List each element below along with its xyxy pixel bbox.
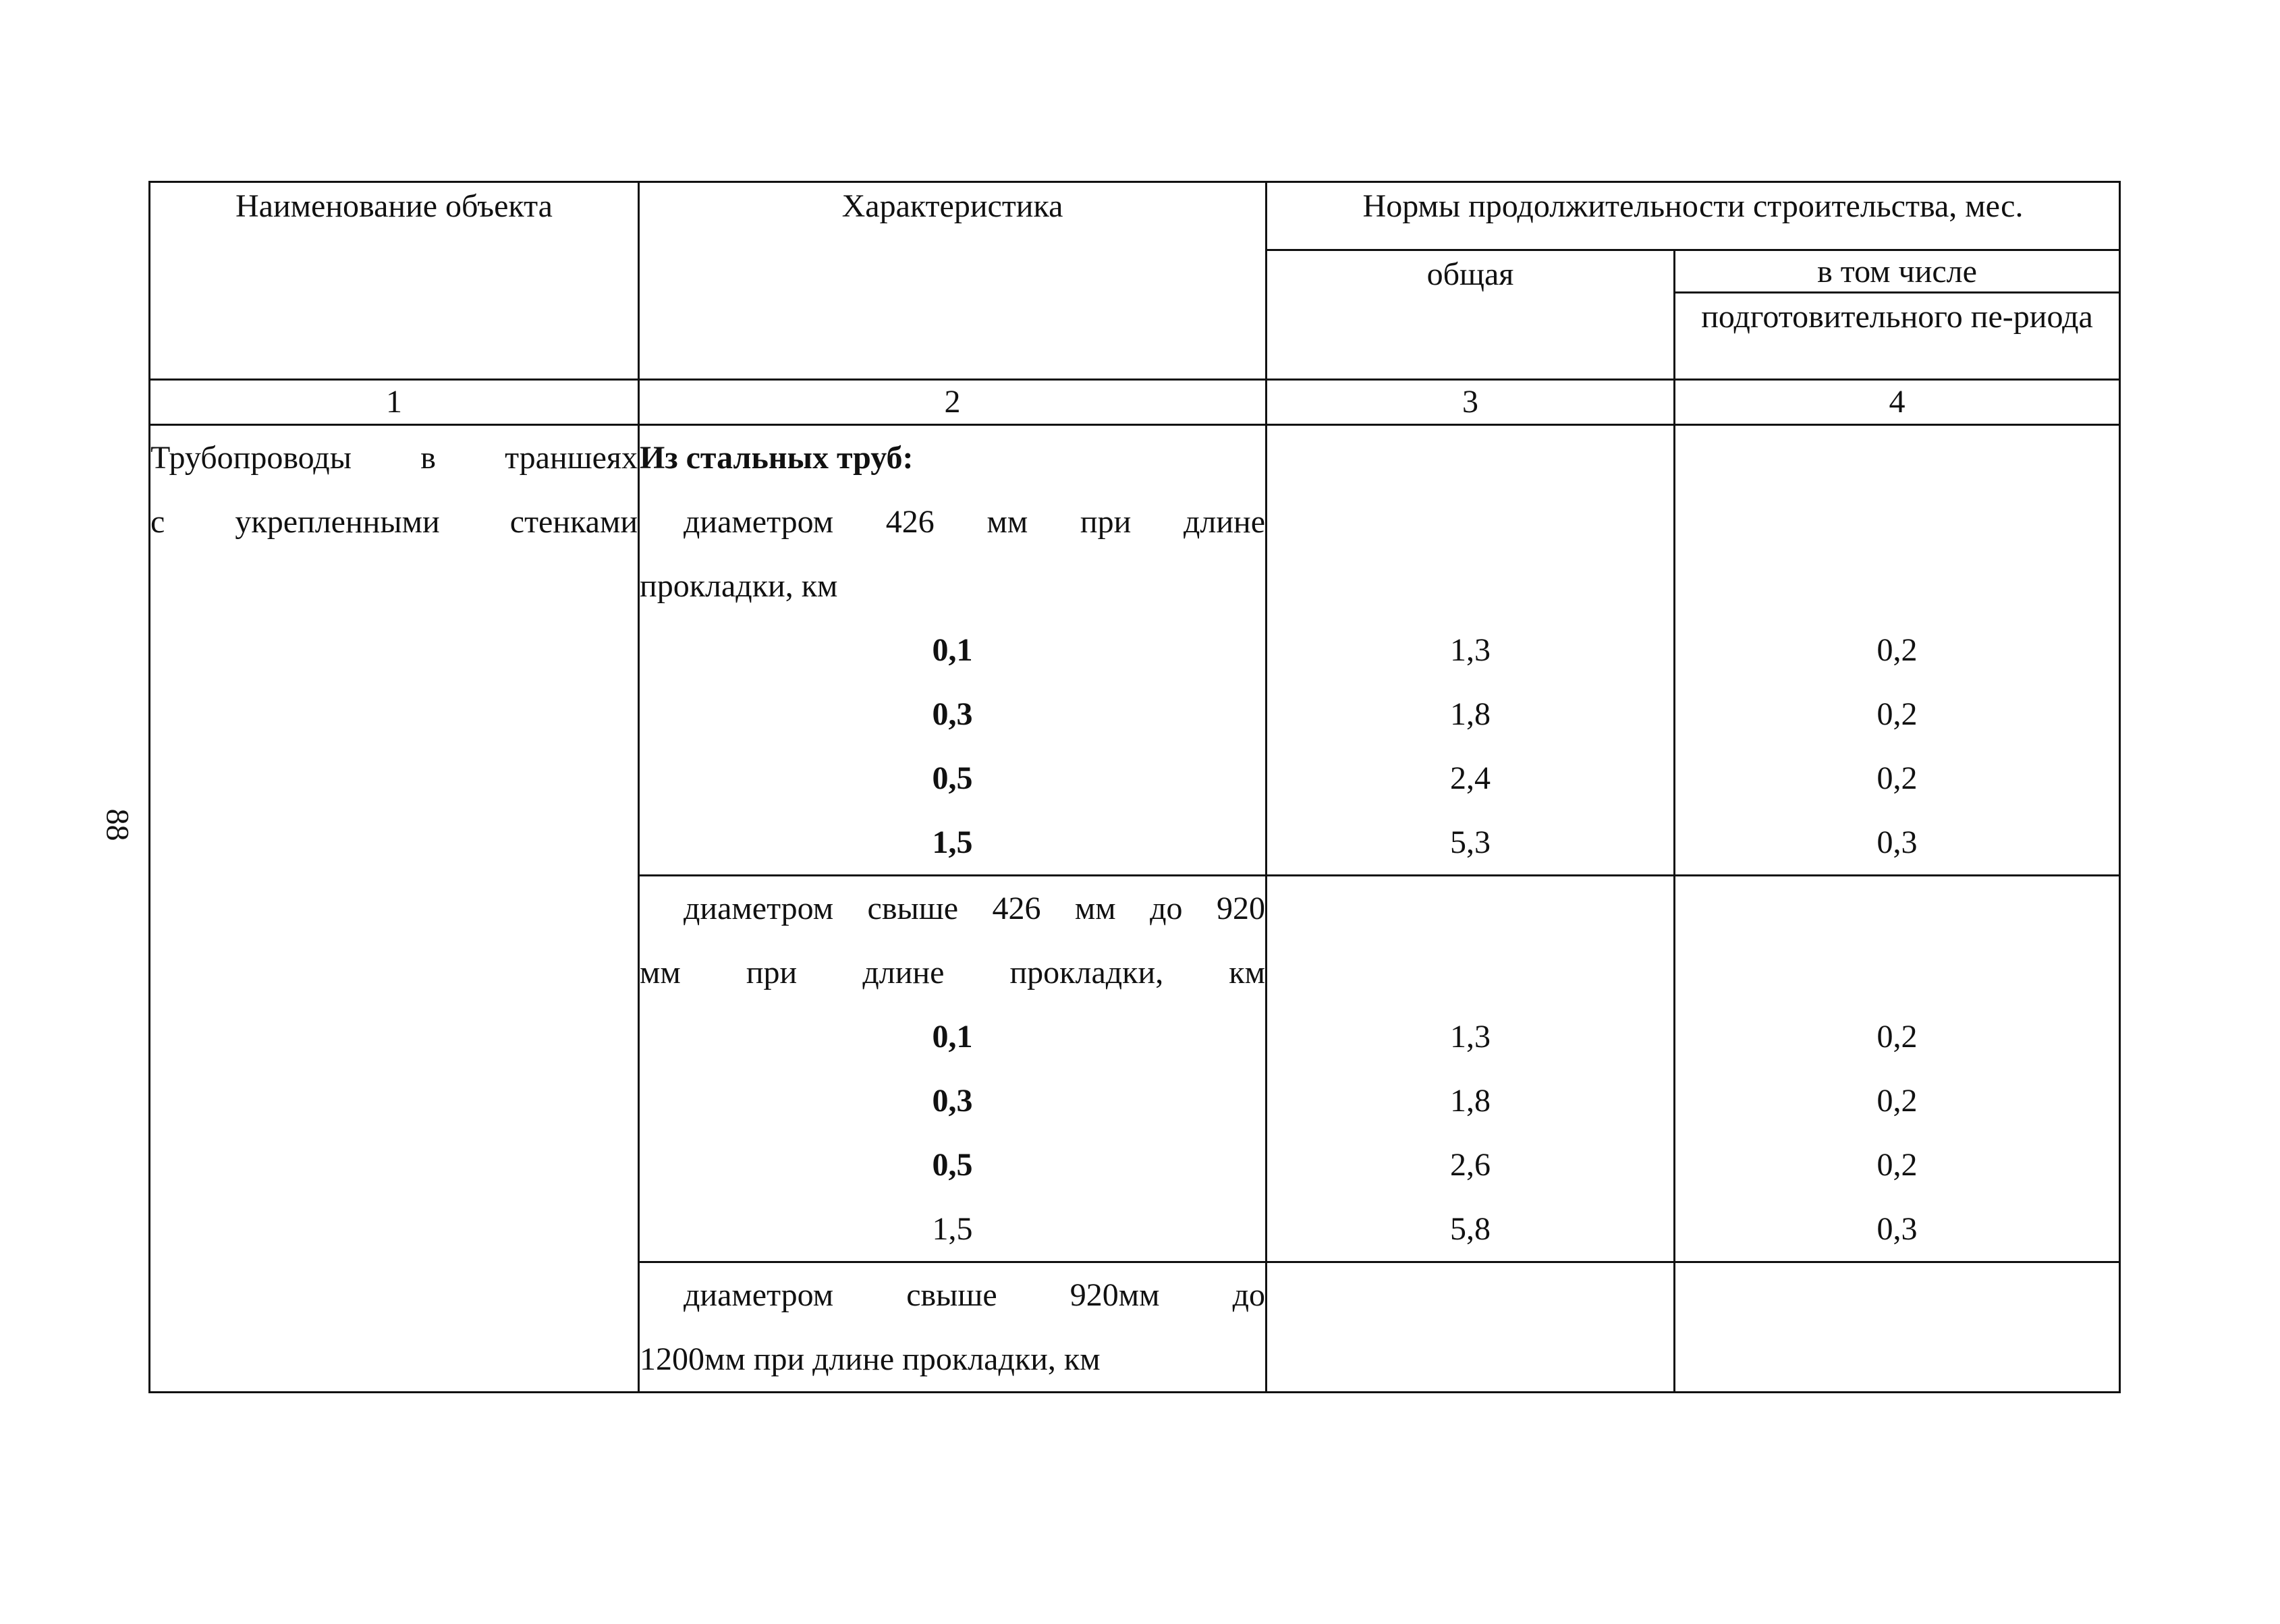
group-2-characteristic bbox=[639, 875, 1267, 1262]
column-numbers-row bbox=[150, 379, 2120, 424]
group-1-total-2: 1,8 bbox=[1450, 696, 1491, 732]
group-2-length-1: 0,1 bbox=[932, 1018, 973, 1055]
object-name-line-1: Трубопроводы в траншеях bbox=[150, 439, 638, 476]
group-1-total-1: 1,3 bbox=[1450, 632, 1491, 668]
group-1-total-3: 2,4 bbox=[1450, 760, 1491, 796]
group-3-total bbox=[1267, 1262, 1675, 1392]
column-number-2: 2 bbox=[639, 379, 1267, 424]
group-2-total-1: 1,3 bbox=[1450, 1018, 1491, 1055]
object-name-line-2: с укрепленными стенками bbox=[150, 503, 638, 540]
group-1-prep-1: 0,2 bbox=[1876, 632, 1918, 668]
group-2-prep bbox=[1675, 875, 2120, 1262]
group-2-prep-4: 0,3 bbox=[1876, 1210, 1918, 1247]
group-3-characteristic bbox=[639, 1262, 1267, 1392]
group-2-length-4: 1,5 bbox=[932, 1210, 973, 1247]
page-number: 88 bbox=[99, 808, 136, 841]
header-object-name: Наименование объекта bbox=[150, 182, 639, 380]
header-including: в том числе bbox=[1675, 250, 2120, 293]
group-1-prep bbox=[1675, 424, 2120, 875]
group-2-total-4: 5,8 bbox=[1450, 1210, 1491, 1247]
column-number-1: 1 bbox=[150, 379, 639, 424]
group-1-row bbox=[150, 424, 2120, 875]
header-duration-norms: Нормы продолжительности строительства, мес. bbox=[1267, 182, 2120, 250]
group-2-description-line-2: мм при длине прокладки, км bbox=[640, 954, 1265, 990]
group-1-length-1: 0,1 bbox=[932, 632, 973, 668]
group-1-prep-4: 0,3 bbox=[1876, 824, 1918, 860]
group-1-description-line-1: диаметром 426 мм при длине bbox=[684, 503, 1265, 540]
header-preparatory-period: подготовительного пе-риода bbox=[1675, 292, 2120, 379]
group-1-characteristic bbox=[639, 424, 1267, 875]
group-title: Из стальных труб: bbox=[640, 439, 914, 476]
header-characteristic: Характеристика bbox=[639, 182, 1267, 380]
group-1-total bbox=[1267, 424, 1675, 875]
group-2-prep-1: 0,2 bbox=[1876, 1018, 1918, 1055]
group-3-description-line-1: диаметром свыше 920мм до bbox=[684, 1277, 1265, 1313]
group-2-prep-2: 0,2 bbox=[1876, 1082, 1918, 1119]
group-1-length-3: 0,5 bbox=[932, 760, 973, 796]
group-3-description-line-2: 1200мм при длине прокладки, км bbox=[640, 1341, 1101, 1377]
group-1-prep-3: 0,2 bbox=[1876, 760, 1918, 796]
group-2-length-2: 0,3 bbox=[932, 1082, 973, 1119]
object-name-cell bbox=[150, 424, 639, 1392]
header-row-1 bbox=[150, 182, 2120, 250]
group-1-prep-2: 0,2 bbox=[1876, 696, 1918, 732]
group-1-length-2: 0,3 bbox=[932, 696, 973, 732]
group-3-prep bbox=[1675, 1262, 2120, 1392]
group-2-total-3: 2,6 bbox=[1450, 1146, 1491, 1183]
group-1-description-line-2: прокладки, км bbox=[640, 567, 838, 604]
group-1-length-4: 1,5 bbox=[932, 824, 973, 860]
group-2-total-2: 1,8 bbox=[1450, 1082, 1491, 1119]
group-2-total bbox=[1267, 875, 1675, 1262]
column-number-3: 3 bbox=[1267, 379, 1675, 424]
group-2-description-line-1: диаметром свыше 426 мм до 920 bbox=[684, 890, 1265, 926]
group-2-prep-3: 0,2 bbox=[1876, 1146, 1918, 1183]
column-number-4: 4 bbox=[1675, 379, 2120, 424]
group-1-total-4: 5,3 bbox=[1450, 824, 1491, 860]
header-total: общая bbox=[1267, 250, 1675, 380]
group-2-length-3: 0,5 bbox=[932, 1146, 973, 1183]
construction-norms-table bbox=[148, 181, 2121, 1393]
